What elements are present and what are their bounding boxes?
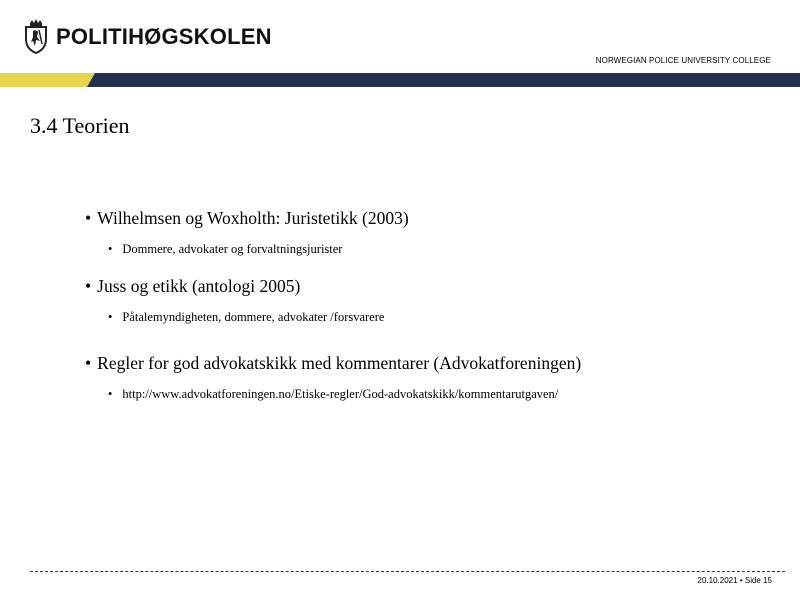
bullet-text: Juss og etikk (antologi 2005): [97, 276, 301, 296]
bullet-icon: •: [108, 310, 113, 324]
police-emblem-icon: [22, 19, 50, 55]
header-color-band: [0, 73, 800, 87]
bullet-item: [85, 274, 785, 298]
bullet-icon: •: [108, 242, 113, 256]
slide-title: 3.4 Teorien: [30, 113, 130, 138]
page-number: Side 15: [744, 576, 772, 585]
bullet-icon: •: [85, 353, 92, 373]
sub-bullet-text: Dommere, advokater og forvaltningsjurister: [122, 242, 343, 256]
bullet-group: [85, 351, 785, 403]
bullet-icon: •: [85, 208, 92, 228]
bullet-icon: •: [85, 276, 92, 296]
bullet-text: Wilhelmsen og Woxholth: Juristetikk (2003): [97, 208, 409, 228]
footer: [698, 576, 772, 585]
bullet-text: Regler for god advokatskikk med kommentarer (Advokatforeningen): [97, 353, 582, 373]
slide-header: [0, 0, 800, 90]
bullet-icon: •: [108, 387, 113, 401]
sub-bullet-item[interactable]: [108, 385, 785, 403]
sub-bullet-item: [108, 308, 785, 326]
url-link[interactable]: http://www.advokatforeningen.no/Etiske-regler/God-advokatskikk/kommentarutgaven/: [122, 387, 559, 401]
sub-bullet-item: [108, 240, 785, 258]
organization-subtitle: NORWEGIAN POLICE UNIVERSITY COLLEGE: [595, 56, 771, 65]
bullet-group: [85, 206, 785, 258]
bullet-item: [85, 206, 785, 230]
organization-logo-text: POLITIHØGSKOLEN: [56, 24, 272, 49]
sub-bullet-text: Påtalemyndigheten, dommere, advokater /forsvarere: [122, 310, 385, 324]
bullet-group: [85, 274, 785, 326]
footer-date: 20.10.2021: [697, 576, 738, 585]
footer-divider: [30, 571, 785, 572]
footer-separator: •: [739, 576, 743, 585]
bullet-item: [85, 351, 785, 375]
slide-content: [85, 206, 785, 428]
